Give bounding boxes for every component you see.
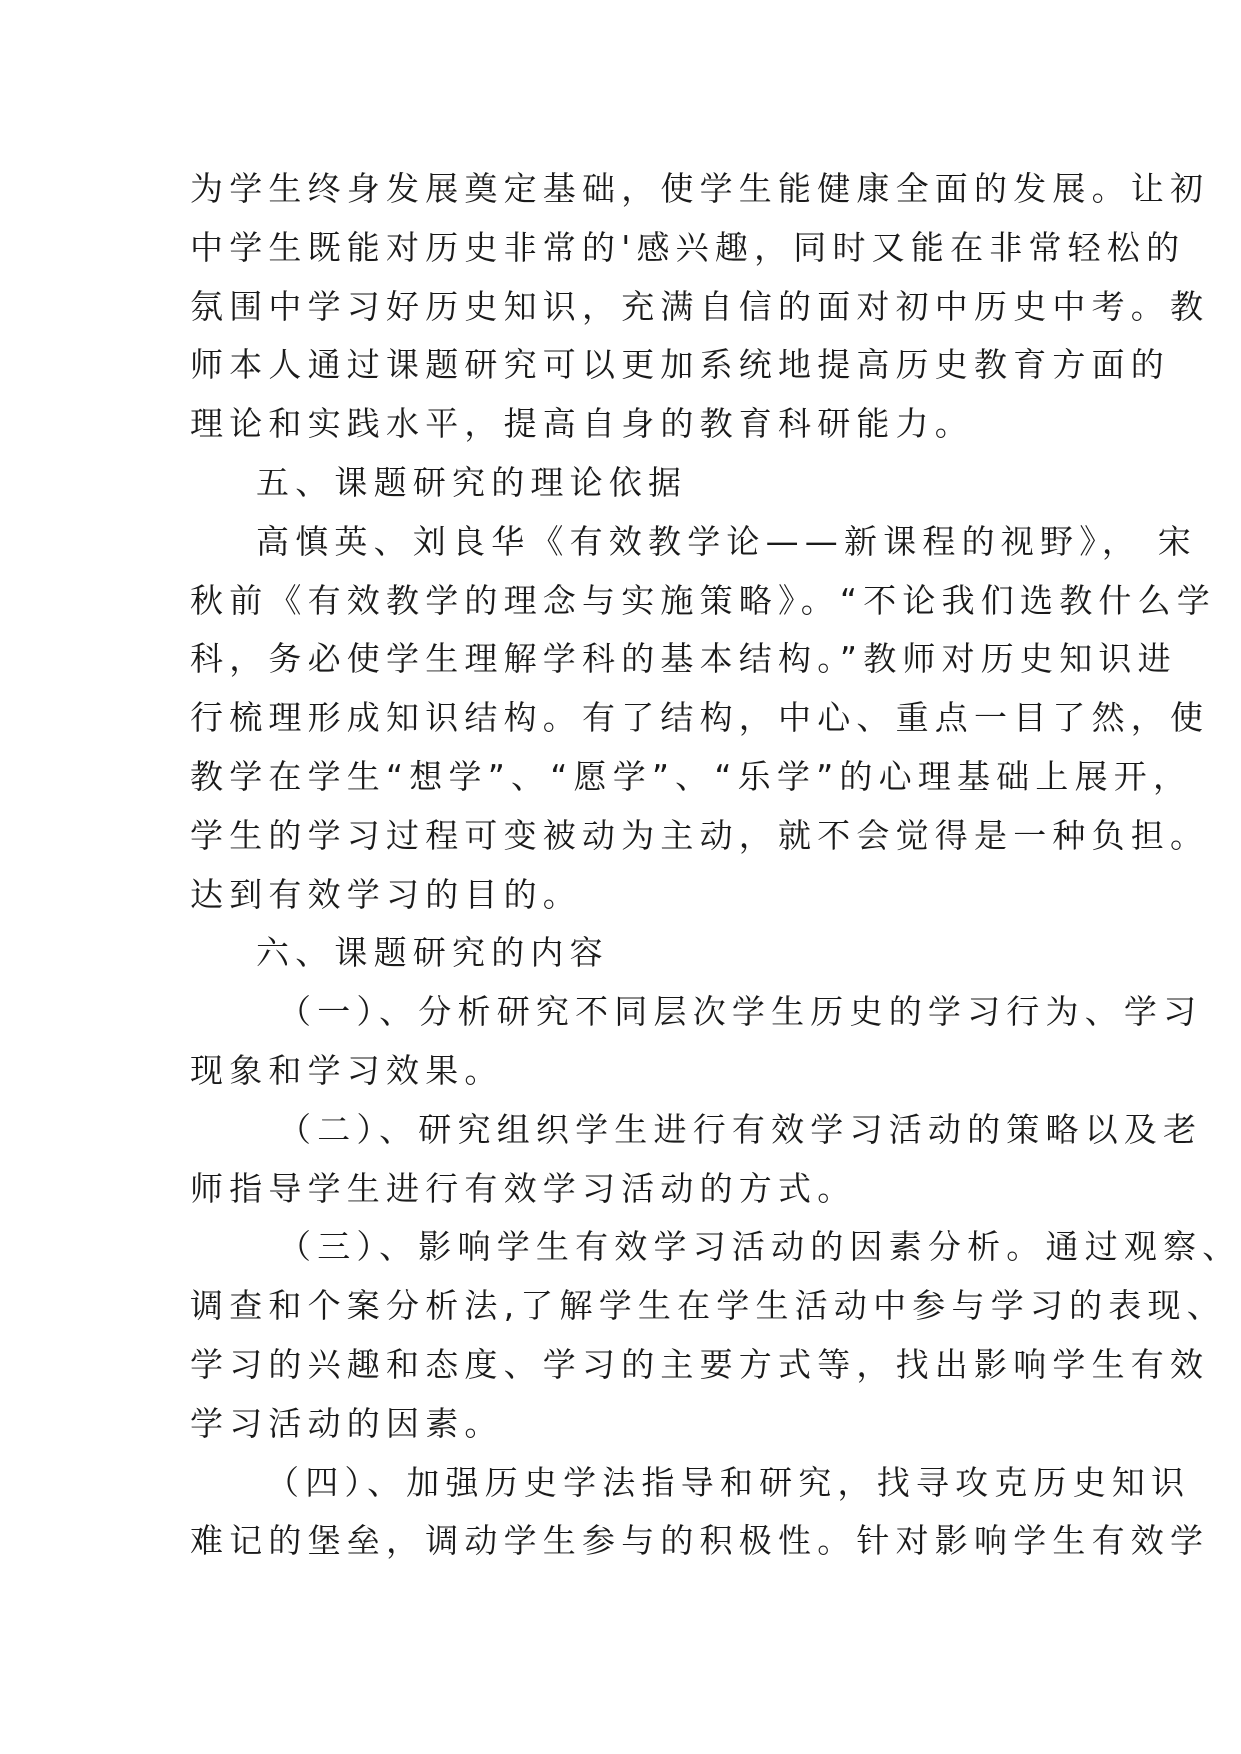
text-line: 调查和个案分析法,了解学生在学生活动中参与学习的表现、 [190, 1286, 1226, 1326]
text-line: 学习活动的因素。 [190, 1403, 504, 1443]
text-line: （三）、影响学生有效学习活动的因素分析。通过观察、 [278, 1227, 1241, 1267]
text-line: 学习的兴趣和态度、学习的主要方式等，找出影响学生有效 [190, 1344, 1210, 1384]
paragraph-item-1 [190, 983, 1203, 1101]
heading-line: 五、课题研究的理论依据 [256, 462, 688, 502]
text-line: （一）、分析研究不同层次学生历史的学习行为、学习 [278, 992, 1203, 1032]
paragraph-item-4 [190, 1454, 1210, 1572]
text-line: （二）、研究组织学生进行有效学习活动的策略以及老 [278, 1109, 1203, 1149]
text-line: 难记的堡垒，调动学生参与的积极性。针对影响学生有效学 [190, 1521, 1210, 1561]
paragraph-item-2 [190, 1101, 1203, 1219]
text-line: 学生的学习过程可变被动为主动，就不会觉得是一种负担。 [190, 815, 1210, 855]
paragraph-theory [190, 513, 1216, 925]
paragraph-item-3 [190, 1218, 1241, 1453]
text-line: 高慎英、刘良华《有效教学论——新课程的视野》， 宋 [256, 521, 1197, 561]
text-line: 中学生既能对历史非常的'感兴趣，同时又能在非常轻松的 [190, 227, 1186, 267]
text-line: 师指导学生进行有效学习活动的方式。 [190, 1168, 857, 1208]
text-line: 秋前《有效教学的理念与实施策略》。“不论我们选教什么学 [190, 580, 1216, 620]
text-line: 行梳理形成知识结构。有了结构，中心、重点一目了然，使 [190, 698, 1210, 738]
document-body [190, 160, 1241, 1571]
text-line: 科，务必使学生理解学科的基本结构。”教师对历史知识进 [190, 639, 1177, 679]
text-line: （四）、加强历史学法指导和研究，找寻攻克历史知识 [266, 1462, 1191, 1502]
text-line: 现象和学习效果。 [190, 1050, 504, 1090]
text-line: 达到有效学习的目的。 [190, 874, 582, 914]
heading-line: 六、课题研究的内容 [256, 933, 609, 973]
section-heading-5 [190, 454, 1066, 513]
text-line: 教学在学生“想学”、“愿学”、“乐学”的心理基础上展开， [190, 756, 1193, 796]
text-line: 师本人通过课题研究可以更加系统地提高历史教育方面的 [190, 345, 1170, 385]
text-line: 为学生终身发展奠定基础，使学生能健康全面的发展。让初 [190, 169, 1210, 208]
text-line: 氛围中学习好历史知识，充满自信的面对初中历史中考。教 [190, 286, 1210, 326]
section-heading-6 [190, 924, 1066, 983]
text-line: 理论和实践水平，提高自身的教育科研能力。 [190, 404, 974, 444]
paragraph-purpose [190, 160, 1210, 454]
